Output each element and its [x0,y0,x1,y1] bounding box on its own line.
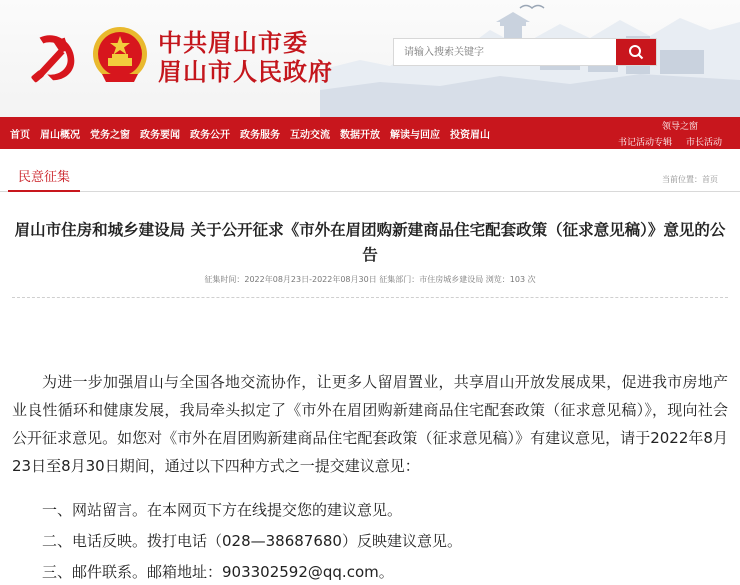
breadcrumb: 当前位置：首页 [662,175,718,184]
mayor-activities-link[interactable]: 市长活动 [686,138,723,148]
nav-item-party-affairs[interactable]: 党务之窗 [90,129,130,141]
search-icon [628,44,644,60]
site-title [158,28,333,86]
leaders-window [614,117,740,149]
site-title-line1: 中共眉山市委 [158,28,308,57]
nav-item-investment[interactable]: 投资眉山 [450,129,490,141]
national-emblem-icon [90,24,150,88]
search-button[interactable] [616,39,656,65]
nav-item-interaction[interactable]: 互动交流 [290,129,330,141]
party-emblem-icon [26,28,84,86]
section-tab[interactable]: 民意征集 [8,167,80,192]
list-item: 二、电话反映。拨打电话（028—38687680）反映建议意见。 [42,532,462,550]
list-item: 一、网站留言。在本网页下方在线提交您的建议意见。 [42,501,403,519]
nav-item-overview[interactable]: 眉山概况 [40,129,80,141]
article-meta: 征集时间：2022年08月23日-2022年08月30日 征集部门：市住房城乡建设局 浏览：103 次 [204,275,536,284]
nav-item-interpretation[interactable]: 解读与回应 [390,129,440,141]
leaders-window-link[interactable]: 领导之窗 [662,122,699,132]
nav-item-gov-news[interactable]: 政务要闻 [140,129,180,141]
nav-item-gov-services[interactable]: 政务服务 [240,129,280,141]
search-box [393,38,657,66]
nav-item-open-data[interactable]: 数据开放 [340,129,380,141]
search-input[interactable] [394,39,616,65]
site-header [0,0,740,117]
nav-item-gov-disclosure[interactable]: 政务公开 [190,129,230,141]
breadcrumb-bar [0,160,740,192]
list-item: 三、邮件联系。邮箱地址：903302592@qq.com。 [42,563,394,581]
nav-item-home[interactable]: 首页 [10,129,30,141]
divider [12,297,728,298]
article-title: 眉山市住房和城乡建设局 关于公开征求《市外在眉团购新建商品住宅配套政策（征求意见稿）》意见的公告 [14,221,726,264]
article-body: 为进一步加强眉山与全国各地交流协作，让更多人留眉置业，共享眉山开放发展成果，促进我市房地产业良性循环和健康发展，我局牵头拟定了《市外在眉团购新建商品住宅配套政策（征求意见稿）》，现向社会公开征求意见。如您对《市外在眉团购新建商品住宅配套政策（征求意见稿）》有建议意见，请于2022年8月23日至8月30日期间，通过以下四种方式之一提交建议意见： [12,373,728,475]
site-title-line2: 眉山市人民政府 [158,57,333,86]
secretary-activities-link[interactable]: 书记活动专辑 [618,138,673,148]
